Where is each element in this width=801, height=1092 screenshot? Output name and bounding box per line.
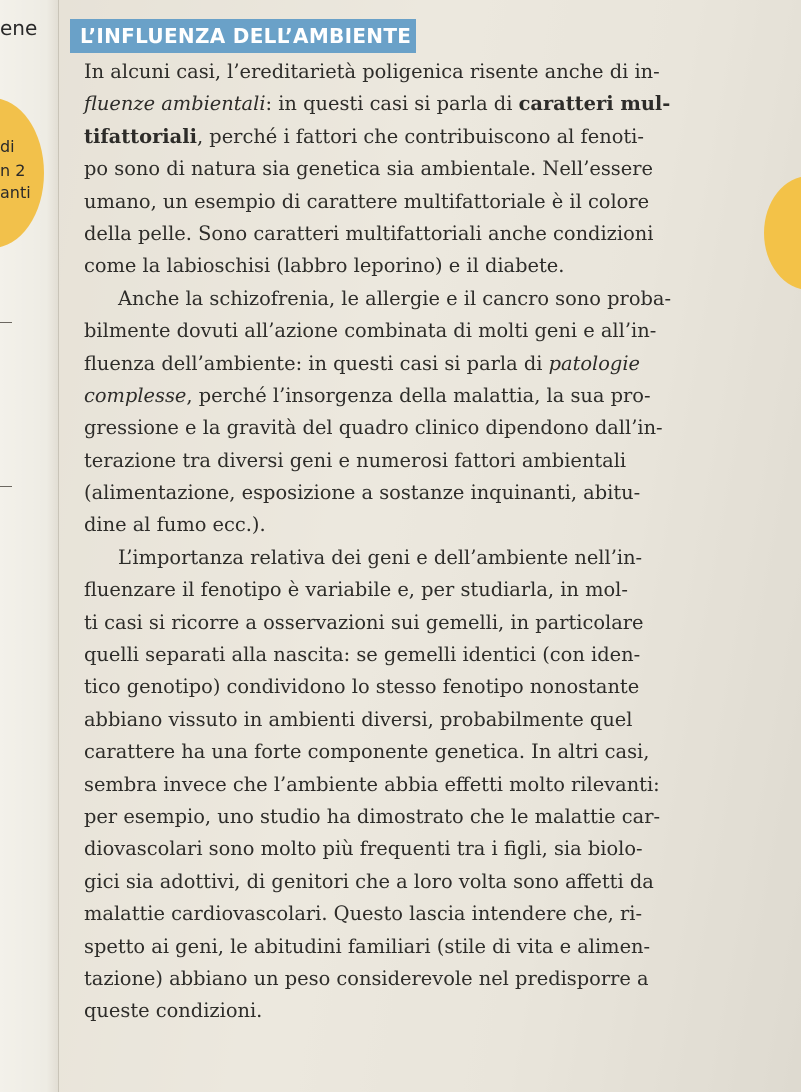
text-line [84,250,796,282]
text-line [84,477,796,509]
text-line [84,898,796,930]
margin-rule [0,486,12,487]
text-segment: Anche la schizofrenia, le allergie e il cancro sono proba- [118,286,672,310]
text-line [84,121,796,153]
margin-fragment: ene [0,16,38,40]
text-segment: spetto ai geni, le abitudini familiari (stile di vita e alimen- [84,934,651,958]
text-segment: diovascolari sono molto più frequenti tra i figli, sia biolo- [84,837,643,861]
text-line [84,833,796,865]
text-segment: umano, un esempio di carattere multifattoriale è il colore [84,189,650,213]
text-segment: L’importanza relativa dei geni e dell’ambiente nell’in- [118,545,643,569]
text-segment: come la labioschisi (labbro leporino) e il diabete. [84,254,565,278]
text-segment: tifattoriali [84,124,197,148]
margin-fragment: di [0,137,15,156]
text-line [84,995,796,1027]
text-segment: per esempio, uno studio ha dimostrato che le malattie car- [84,804,661,828]
body-text [84,56,796,1028]
text-line [84,283,796,315]
text-segment: tico genotipo) condividono lo stesso fenotipo nonostante [84,675,640,699]
text-segment: patologie [548,351,641,375]
text-line [84,509,796,541]
text-segment: In alcuni casi, l’ereditarietà poligenica risente anche di in- [84,60,660,83]
text-segment: sembra invece che l’ambiente abbia effetti molto rilevanti: [84,772,660,796]
text-segment: terazione tra diversi geni e numerosi fattori ambientali [84,448,627,472]
text-segment: bilmente dovuti all’azione combinata di molti geni e all’in- [84,319,657,343]
margin-fragment: anti [0,183,31,202]
text-segment: (alimentazione, esposizione a sostanze inquinanti, abitu- [84,481,641,505]
text-line [84,186,796,218]
text-segment: tazione) abbiano un peso considerevole nel predisporre a [84,966,649,990]
text-line [84,56,796,88]
text-segment: , perché i fattori che contribuiscono al fenoti- [196,124,644,148]
text-segment: gressione e la gravità del quadro clinico dipendono dall’in- [84,416,663,440]
margin-rule [0,322,12,323]
text-segment: della pelle. Sono caratteri multifattoriali anche condizioni [84,221,654,245]
text-line [84,380,796,412]
text-line [84,769,796,801]
margin-fragment: n 2 [0,161,26,180]
text-segment: abbiano vissuto in ambienti diversi, probabilmente quel [84,707,633,731]
text-segment: dine al fumo ecc.). [84,513,266,537]
text-segment: , perché l’insorgenza della malattia, la sua pro- [186,383,651,407]
text-line [84,639,796,671]
text-line [84,445,796,477]
text-segment: : in questi casi si parla di [265,92,519,116]
text-line [84,736,796,768]
text-segment: quelli separati alla nascita: se gemelli identici (con iden- [84,643,641,667]
section-title: L’INFLUENZA DELL’AMBIENTE [70,19,416,53]
text-segment: ti casi si ricorre a osservazioni sui gemelli, in particolare [84,610,644,634]
text-segment: carattere ha una forte componente genetica. In altri casi, [84,740,650,764]
text-line [84,704,796,736]
text-segment: po sono di natura sia genetica sia ambientale. Nell’essere [84,157,653,181]
text-segment: gici sia adottivi, di genitori che a loro volta sono affetti da [84,869,654,893]
text-line [84,866,796,898]
text-line [84,574,796,606]
text-line [84,542,796,574]
text-line [84,671,796,703]
text-line [84,801,796,833]
text-segment: fluenzare il fenotipo è variabile e, per studiarla, in mol- [84,578,628,602]
text-segment: queste condizioni. [84,999,263,1023]
text-segment: complesse [84,383,187,407]
text-line [84,348,796,380]
text-segment: caratteri mul- [518,92,671,116]
text-line [84,153,796,185]
text-line [84,412,796,444]
text-segment: fluenze ambientali [84,92,266,116]
text-segment: fluenza dell’ambiente: in questi casi si parla di [84,351,549,375]
text-line [84,963,796,995]
text-segment: malattie cardiovascolari. Questo lascia intendere che, ri- [84,902,643,926]
text-line [84,607,796,639]
page-gutter [58,0,59,1092]
text-line [84,218,796,250]
text-line [84,88,796,120]
text-line [84,315,796,347]
text-line [84,931,796,963]
